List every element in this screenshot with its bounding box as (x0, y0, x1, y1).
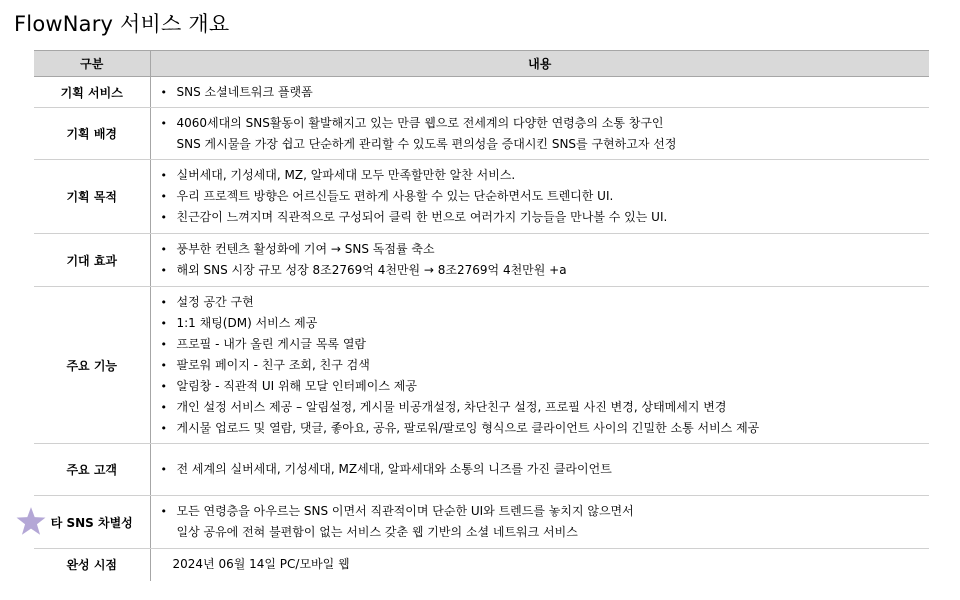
row-content (150, 287, 929, 444)
row-category: 완성 시점 (34, 549, 150, 581)
bullet-item: • 친근감이 느껴지며 직관적으로 구성되어 클릭 한 번으로 여러가지 기능들을 만나볼 수 있는 UI. (159, 207, 930, 228)
row-category-label: 타 SNS 차별성 (50, 515, 133, 530)
bullet-item: • 게시물 업로드 및 열람, 댓글, 좋아요, 공유, 팔로워/팔로잉 형식으로 클라이언트 사이의 긴밀한 소통 서비스 제공 (159, 418, 930, 439)
row-content (150, 160, 929, 234)
continuation-line: SNS 게시물을 가장 쉽고 단순하게 관리할 수 있도록 편의성을 증대시킨 SNS를 구현하고자 선정 (176, 136, 677, 151)
table-row (34, 444, 929, 496)
table-header-row (34, 51, 929, 77)
star-icon (14, 505, 48, 539)
bullet-item: • 1:1 채팅(DM) 서비스 제공 (159, 313, 930, 334)
bullet-item: • 풍부한 컨텐츠 활성화에 기여 → SNS 독점률 축소 (159, 239, 930, 260)
table-row (34, 108, 929, 160)
table-row (34, 287, 929, 444)
bullet-item: • 설정 공간 구현 (159, 292, 930, 313)
header-content: 내용 (150, 51, 929, 77)
bullet-item: • 우리 프로젝트 방향은 어르신들도 편하게 사용할 수 있는 단순하면서도 트렌디한 UI. (159, 186, 930, 207)
row-category: 기획 서비스 (34, 77, 150, 108)
bullet-item: • SNS 소셜네트워크 플랫폼 (159, 82, 930, 103)
table-row (34, 234, 929, 287)
bullet-item: • 알림창 - 직관적 UI 위해 모달 인터페이스 제공 (159, 376, 930, 397)
overview-table (34, 50, 929, 581)
header-category: 구분 (34, 51, 150, 77)
row-category: 주요 기능 (34, 287, 150, 444)
bullet-item: • 프로필 - 내가 올린 게시글 목록 열람 (159, 334, 930, 355)
bullet-item: • 4060세대의 SNS활동이 활발해지고 있는 만큼 웹으로 전세계의 다양한 연령층의 소통 창구인 (159, 113, 930, 134)
row-content (150, 234, 929, 287)
row-category: 기획 배경 (34, 108, 150, 160)
continuation-line: 일상 공유에 전혀 불편함이 없는 서비스 갖춘 웹 기반의 소셜 네트워크 서비스 (176, 525, 578, 539)
page-title: FlowNary 서비스 개요 (14, 12, 230, 36)
table-row (34, 496, 929, 549)
row-content (150, 77, 929, 108)
bullet-item: • 팔로워 페이지 - 친구 조회, 친구 검색 (159, 355, 930, 376)
bullet-item: • 개인 설정 서비스 제공 – 알림설정, 게시물 비공개설정, 차단친구 설정, 프로필 사진 변경, 상태메세지 변경 (159, 397, 930, 418)
row-content (150, 108, 929, 160)
table-row (34, 549, 929, 581)
row-category: 기획 목적 (34, 160, 150, 234)
row-category: 주요 고객 (34, 444, 150, 496)
bullet-item: • 해외 SNS 시장 규모 성장 8조2769억 4천만원 → 8조2769억 4천만원 +a (159, 260, 930, 281)
bullet-item: • 전 세계의 실버세대, 기성세대, MZ세대, 알파세대와 소통의 니즈를 가진 클라이언트 (159, 459, 930, 480)
row-content (150, 496, 929, 549)
row-content (150, 444, 929, 496)
table-row (34, 160, 929, 234)
completion-date: 2024년 06월 14일 PC/모바일 웹 (172, 557, 350, 572)
row-content (150, 549, 929, 581)
row-category: 기대 효과 (34, 234, 150, 287)
row-category (34, 496, 150, 549)
bullet-item: • 모든 연령층을 아우르는 SNS 이면서 직관적이며 단순한 UI와 트렌드를 놓치지 않으면서 (159, 501, 930, 522)
bullet-item: • 실버세대, 기성세대, MZ, 알파세대 모두 만족할만한 알찬 서비스. (159, 165, 930, 186)
table-row (34, 77, 929, 108)
